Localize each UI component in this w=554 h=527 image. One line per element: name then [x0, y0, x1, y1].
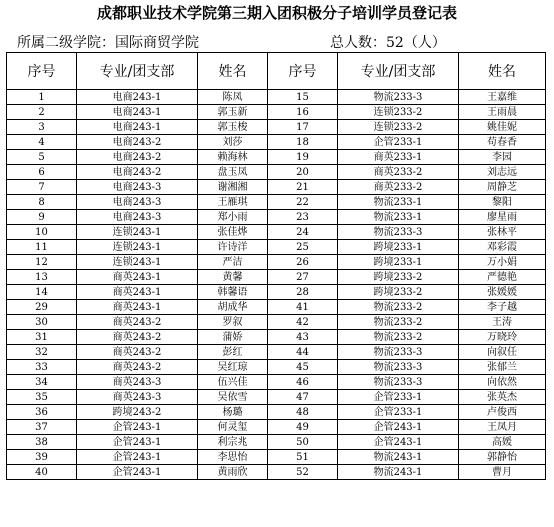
- seq-cell-right: 49: [268, 420, 338, 435]
- name-cell-left: 谢湘湘: [198, 180, 268, 195]
- branch-cell-right: 物流233-2: [338, 315, 459, 330]
- branch-cell-left: 商英243-1: [77, 270, 198, 285]
- table-row: [7, 150, 546, 165]
- seq-cell-right: 42: [268, 315, 338, 330]
- seq-cell-left: 12: [7, 255, 77, 270]
- seq-cell-right: 28: [268, 285, 338, 300]
- name-cell-right: 张媛媛: [459, 285, 546, 300]
- name-cell-right: 姚佳妮: [459, 120, 546, 135]
- table-row: [7, 210, 546, 225]
- seq-cell-left: 2: [7, 105, 77, 120]
- table-row: [7, 270, 546, 285]
- seq-cell-right: 45: [268, 360, 338, 375]
- seq-cell-left: 38: [7, 435, 77, 450]
- seq-cell-left: 13: [7, 270, 77, 285]
- name-cell-left: 赖海林: [198, 150, 268, 165]
- table-row: [7, 285, 546, 300]
- table-row: [7, 180, 546, 195]
- seq-cell-left: 37: [7, 420, 77, 435]
- name-cell-left: 郭玉新: [198, 105, 268, 120]
- table-row: [7, 405, 546, 420]
- name-cell-left: 陈凤: [198, 90, 268, 105]
- name-cell-left: 吴红琼: [198, 360, 268, 375]
- name-cell-right: 张英杰: [459, 390, 546, 405]
- branch-cell-right: 商英233-2: [338, 180, 459, 195]
- branch-cell-left: 商英243-2: [77, 330, 198, 345]
- name-cell-right: 万小娟: [459, 255, 546, 270]
- seq-cell-left: 39: [7, 450, 77, 465]
- branch-cell-left: 连锁243-1: [77, 255, 198, 270]
- branch-cell-left: 企管243-1: [77, 420, 198, 435]
- page-title: 成都职业技术学院第三期入团积极分子培训学员登记表: [96, 4, 457, 22]
- seq-cell-left: 4: [7, 135, 77, 150]
- seq-cell-left: 35: [7, 390, 77, 405]
- branch-cell-left: 连锁243-1: [77, 240, 198, 255]
- table-row: [7, 105, 546, 120]
- name-cell-left: 张佳烨: [198, 225, 268, 240]
- name-cell-left: 刘莎: [198, 135, 268, 150]
- table-row: [7, 420, 546, 435]
- seq-cell-left: 32: [7, 345, 77, 360]
- table-row: [7, 135, 546, 150]
- header-seq-right: 序号: [268, 53, 338, 90]
- seq-cell-left: 40: [7, 465, 77, 480]
- seq-cell-right: 22: [268, 195, 338, 210]
- name-cell-right: 周静芝: [459, 180, 546, 195]
- name-cell-left: 利宗兆: [198, 435, 268, 450]
- name-cell-left: 郭玉梭: [198, 120, 268, 135]
- branch-cell-right: 物流243-1: [338, 450, 459, 465]
- name-cell-right: 卢俊西: [459, 405, 546, 420]
- branch-cell-right: 跨境233-2: [338, 285, 459, 300]
- seq-cell-left: 29: [7, 300, 77, 315]
- name-cell-right: 李园: [459, 150, 546, 165]
- branch-cell-right: 企管233-1: [338, 135, 459, 150]
- name-cell-right: 邓彩霞: [459, 240, 546, 255]
- table-row: [7, 240, 546, 255]
- name-cell-right: 高媛: [459, 435, 546, 450]
- seq-cell-left: 3: [7, 120, 77, 135]
- branch-cell-left: 电商243-1: [77, 120, 198, 135]
- registration-table: [6, 52, 546, 480]
- name-cell-right: 刘志远: [459, 165, 546, 180]
- header-name-right: 姓名: [459, 53, 546, 90]
- seq-cell-right: 46: [268, 375, 338, 390]
- seq-cell-right: 16: [268, 105, 338, 120]
- name-cell-left: 黄雨欣: [198, 465, 268, 480]
- name-cell-left: 严洁: [198, 255, 268, 270]
- seq-cell-left: 33: [7, 360, 77, 375]
- seq-cell-right: 50: [268, 435, 338, 450]
- seq-cell-right: 26: [268, 255, 338, 270]
- table-row: [7, 390, 546, 405]
- branch-cell-left: 企管243-1: [77, 450, 198, 465]
- total-count-label: 总人数：52（人）: [330, 35, 446, 51]
- seq-cell-left: 11: [7, 240, 77, 255]
- branch-cell-right: 物流233-2: [338, 330, 459, 345]
- seq-cell-right: 47: [268, 390, 338, 405]
- table-row: [7, 300, 546, 315]
- seq-cell-left: 36: [7, 405, 77, 420]
- seq-cell-right: 44: [268, 345, 338, 360]
- seq-cell-right: 15: [268, 90, 338, 105]
- branch-cell-right: 企管243-1: [338, 435, 459, 450]
- seq-cell-right: 21: [268, 180, 338, 195]
- table-row: [7, 345, 546, 360]
- name-cell-left: 吴依雪: [198, 390, 268, 405]
- name-cell-left: 彭红: [198, 345, 268, 360]
- table-row: [7, 255, 546, 270]
- branch-cell-right: 物流233-3: [338, 345, 459, 360]
- branch-cell-left: 电商243-3: [77, 180, 198, 195]
- branch-cell-right: 企管243-1: [338, 420, 459, 435]
- table-row: [7, 450, 546, 465]
- header-branch-left: 专业/团支部: [77, 53, 198, 90]
- branch-cell-right: 物流233-1: [338, 195, 459, 210]
- name-cell-right: 廖星雨: [459, 210, 546, 225]
- seq-cell-left: 34: [7, 375, 77, 390]
- table-row: [7, 330, 546, 345]
- branch-cell-left: 商英243-2: [77, 315, 198, 330]
- branch-cell-right: 商英233-1: [338, 150, 459, 165]
- branch-cell-right: 物流233-3: [338, 360, 459, 375]
- table-row: [7, 195, 546, 210]
- branch-cell-right: 物流233-3: [338, 90, 459, 105]
- header-name-left: 姓名: [198, 53, 268, 90]
- branch-cell-right: 企管233-1: [338, 405, 459, 420]
- name-cell-left: 伍兴佳: [198, 375, 268, 390]
- table-row: [7, 90, 546, 105]
- name-cell-left: 王雁琪: [198, 195, 268, 210]
- table-body: [7, 90, 546, 480]
- seq-cell-right: 25: [268, 240, 338, 255]
- seq-cell-right: 27: [268, 270, 338, 285]
- branch-cell-right: 商英233-2: [338, 165, 459, 180]
- name-cell-left: 罗叙: [198, 315, 268, 330]
- branch-cell-right: 连锁233-2: [338, 105, 459, 120]
- branch-cell-right: 跨境233-1: [338, 255, 459, 270]
- name-cell-right: 向依然: [459, 375, 546, 390]
- branch-cell-right: 物流233-1: [338, 210, 459, 225]
- name-cell-left: 盘玉凤: [198, 165, 268, 180]
- table-row: [7, 225, 546, 240]
- seq-cell-left: 10: [7, 225, 77, 240]
- seq-cell-right: 17: [268, 120, 338, 135]
- seq-cell-left: 8: [7, 195, 77, 210]
- branch-cell-left: 商英243-3: [77, 375, 198, 390]
- seq-cell-right: 20: [268, 165, 338, 180]
- branch-cell-right: 物流233-3: [338, 225, 459, 240]
- branch-cell-left: 电商243-1: [77, 90, 198, 105]
- name-cell-left: 胡成华: [198, 300, 268, 315]
- table-row: [7, 315, 546, 330]
- name-cell-left: 许诗洋: [198, 240, 268, 255]
- name-cell-right: 苟春香: [459, 135, 546, 150]
- seq-cell-right: 52: [268, 465, 338, 480]
- branch-cell-right: 跨境233-2: [338, 270, 459, 285]
- seq-cell-left: 31: [7, 330, 77, 345]
- seq-cell-left: 30: [7, 315, 77, 330]
- branch-cell-right: 企管233-1: [338, 390, 459, 405]
- branch-cell-left: 电商243-3: [77, 210, 198, 225]
- branch-cell-right: 物流243-1: [338, 465, 459, 480]
- table-row: [7, 435, 546, 450]
- branch-cell-left: 商英243-2: [77, 345, 198, 360]
- seq-cell-left: 14: [7, 285, 77, 300]
- branch-cell-right: 连锁233-2: [338, 120, 459, 135]
- name-cell-left: 韩馨语: [198, 285, 268, 300]
- branch-cell-left: 商英243-2: [77, 360, 198, 375]
- name-cell-right: 王涛: [459, 315, 546, 330]
- name-cell-right: 黎阳: [459, 195, 546, 210]
- name-cell-left: 黄馨: [198, 270, 268, 285]
- seq-cell-right: 19: [268, 150, 338, 165]
- college-label: 所属二级学院：国际商贸学院: [17, 35, 199, 51]
- header-seq-left: 序号: [7, 53, 77, 90]
- branch-cell-right: 物流233-3: [338, 375, 459, 390]
- branch-cell-left: 商英243-3: [77, 390, 198, 405]
- seq-cell-left: 9: [7, 210, 77, 225]
- branch-cell-left: 商英243-1: [77, 300, 198, 315]
- seq-cell-right: 18: [268, 135, 338, 150]
- branch-cell-left: 企管243-1: [77, 465, 198, 480]
- name-cell-right: 曹月: [459, 465, 546, 480]
- branch-cell-left: 跨境243-2: [77, 405, 198, 420]
- seq-cell-right: 43: [268, 330, 338, 345]
- seq-cell-right: 24: [268, 225, 338, 240]
- name-cell-left: 李思怡: [198, 450, 268, 465]
- branch-cell-right: 物流233-2: [338, 300, 459, 315]
- seq-cell-left: 6: [7, 165, 77, 180]
- table-row: [7, 165, 546, 180]
- name-cell-right: 王雨晨: [459, 105, 546, 120]
- branch-cell-left: 电商243-2: [77, 135, 198, 150]
- table-row: [7, 375, 546, 390]
- branch-cell-left: 电商243-2: [77, 165, 198, 180]
- name-cell-right: 李子越: [459, 300, 546, 315]
- table-row: [7, 465, 546, 480]
- table-header-row: [7, 53, 546, 90]
- seq-cell-left: 1: [7, 90, 77, 105]
- branch-cell-right: 跨境233-1: [338, 240, 459, 255]
- name-cell-right: 张郁兰: [459, 360, 546, 375]
- table-row: [7, 120, 546, 135]
- seq-cell-right: 51: [268, 450, 338, 465]
- name-cell-right: 严德艳: [459, 270, 546, 285]
- branch-cell-left: 电商243-1: [77, 105, 198, 120]
- branch-cell-left: 连锁243-1: [77, 225, 198, 240]
- table-row: [7, 360, 546, 375]
- seq-cell-left: 7: [7, 180, 77, 195]
- seq-cell-left: 5: [7, 150, 77, 165]
- branch-cell-left: 商英243-1: [77, 285, 198, 300]
- name-cell-left: 何灵玺: [198, 420, 268, 435]
- name-cell-right: 郭静怡: [459, 450, 546, 465]
- name-cell-right: 向叙任: [459, 345, 546, 360]
- branch-cell-left: 电商243-2: [77, 150, 198, 165]
- name-cell-right: 张林平: [459, 225, 546, 240]
- name-cell-left: 郑小雨: [198, 210, 268, 225]
- seq-cell-right: 23: [268, 210, 338, 225]
- seq-cell-right: 48: [268, 405, 338, 420]
- name-cell-left: 蒲娇: [198, 330, 268, 345]
- name-cell-right: 王凤月: [459, 420, 546, 435]
- name-cell-right: 王嘉维: [459, 90, 546, 105]
- header-branch-right: 专业/团支部: [338, 53, 459, 90]
- branch-cell-left: 电商243-3: [77, 195, 198, 210]
- branch-cell-left: 企管243-1: [77, 435, 198, 450]
- name-cell-right: 万晓玲: [459, 330, 546, 345]
- name-cell-left: 杨璐: [198, 405, 268, 420]
- seq-cell-right: 41: [268, 300, 338, 315]
